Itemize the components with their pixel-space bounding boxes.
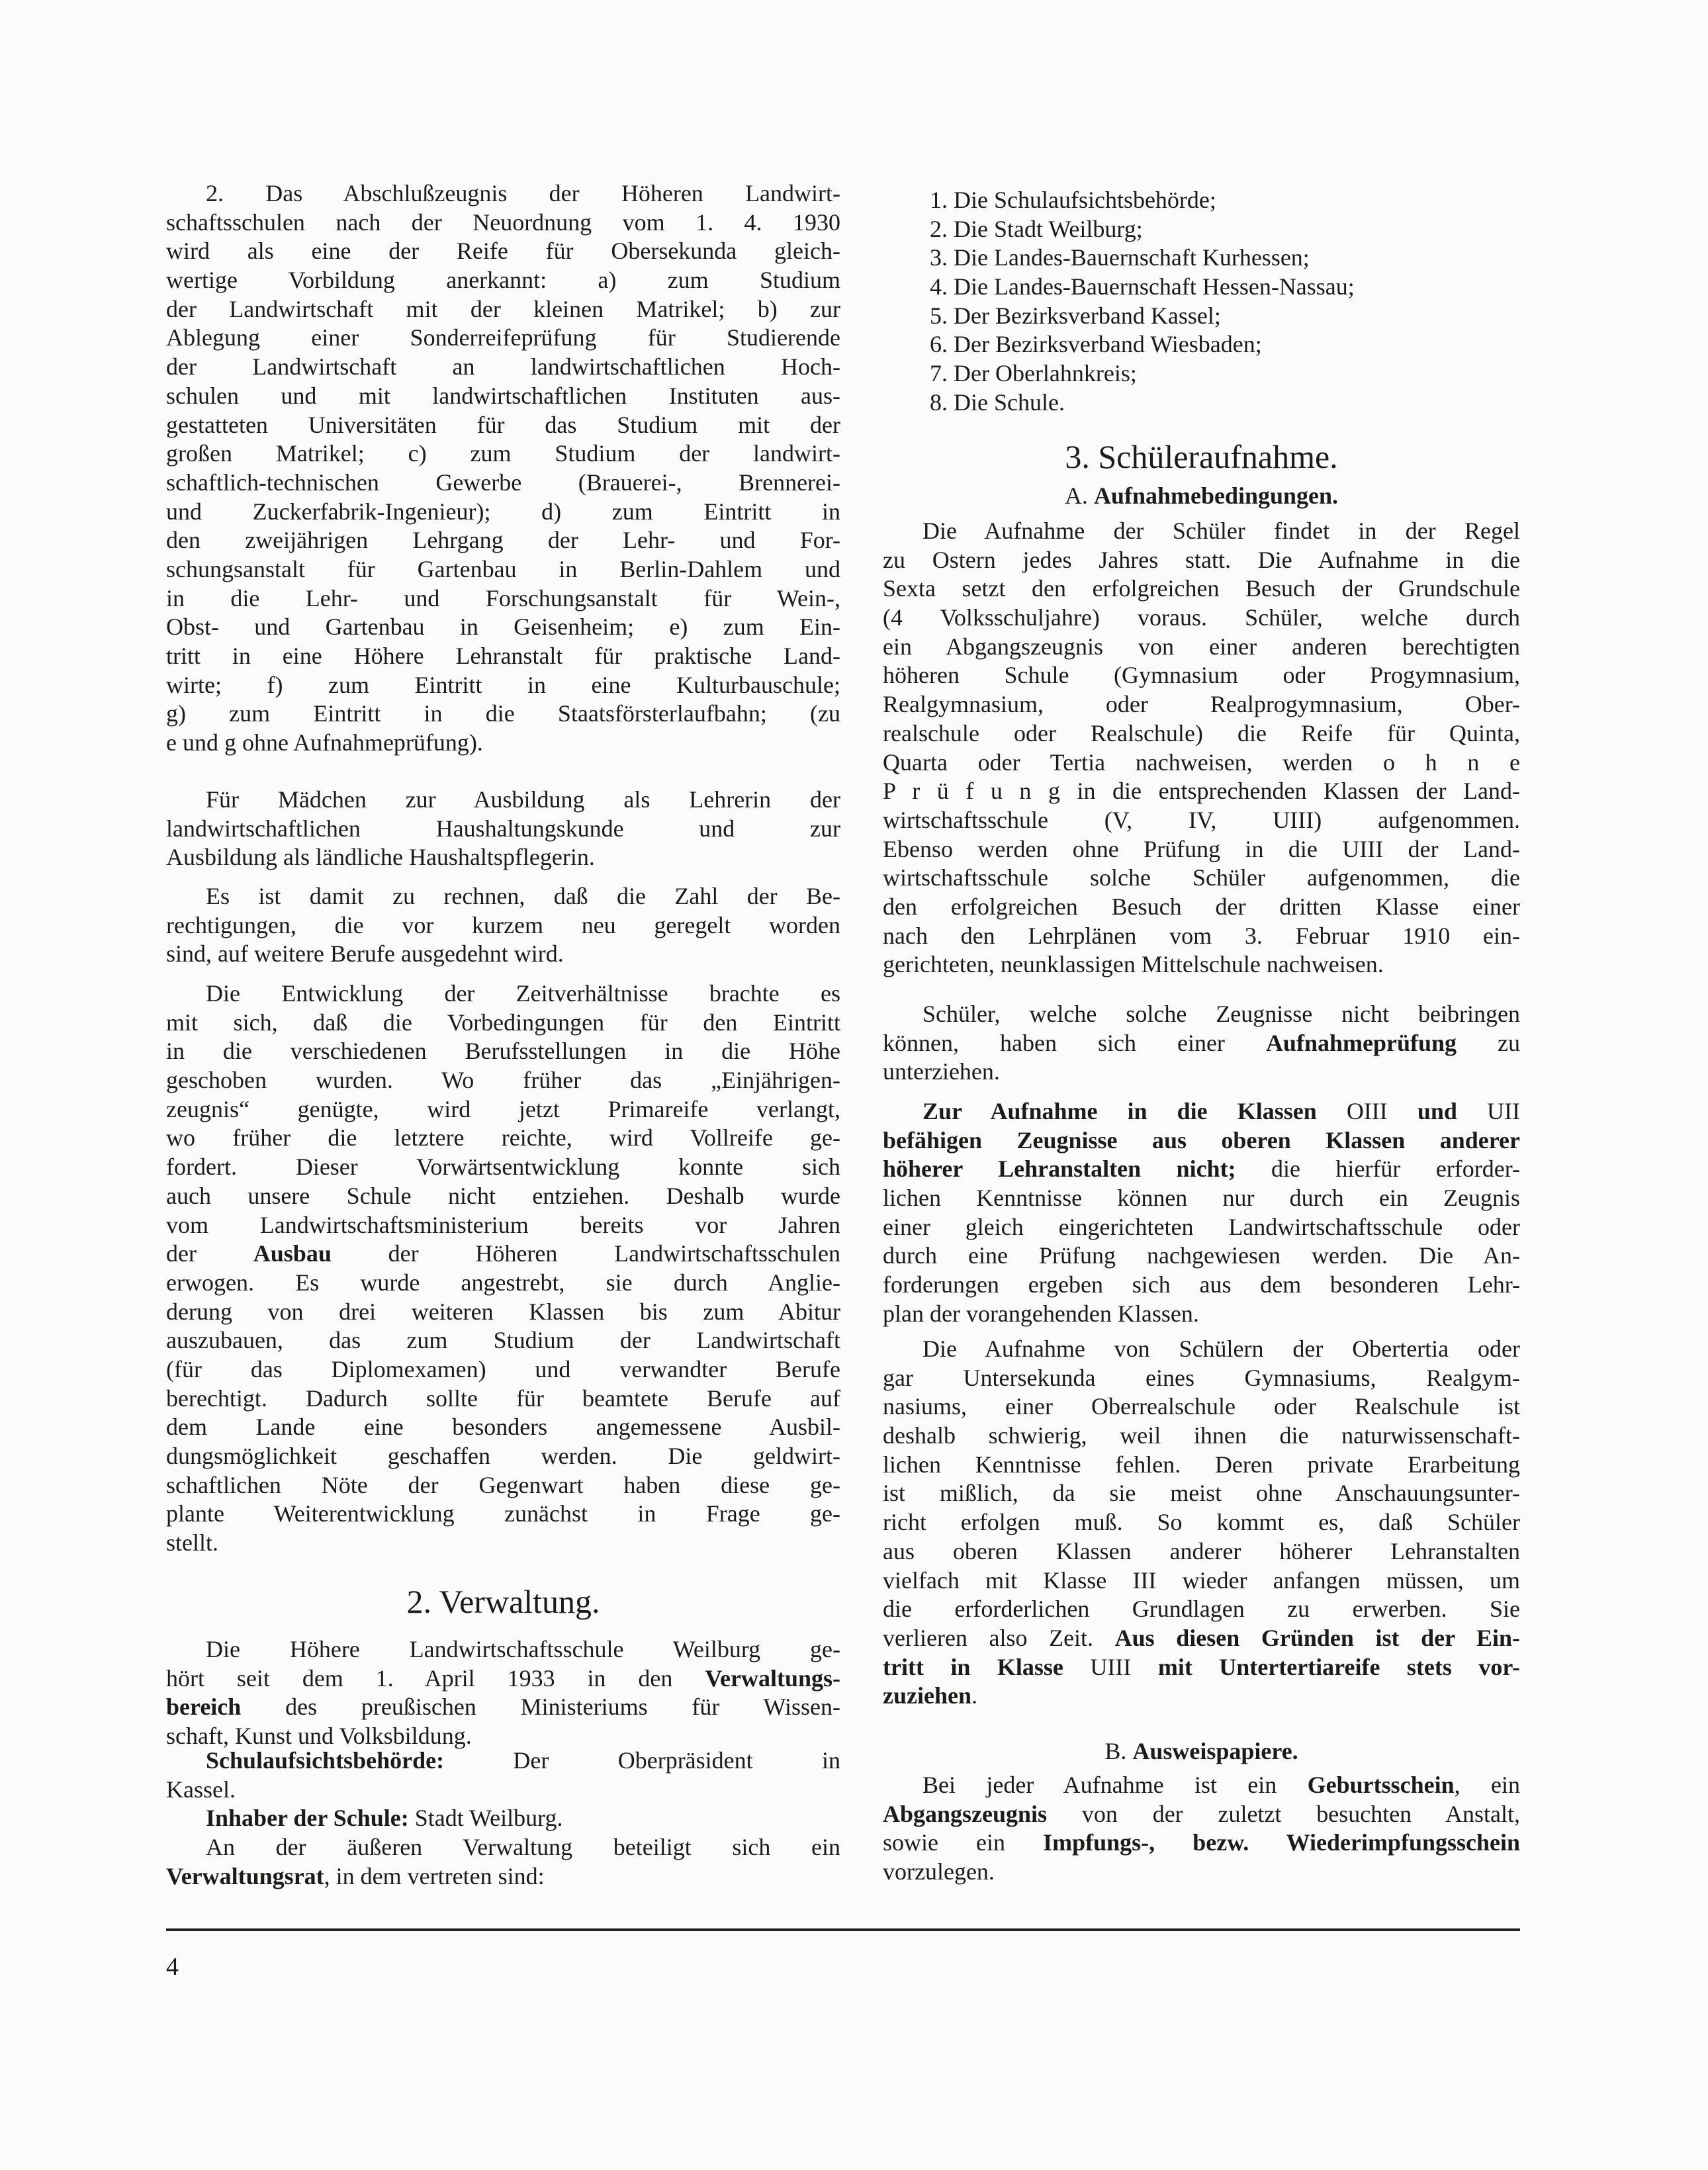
text-segment: . (971, 1682, 977, 1709)
text-line (166, 1664, 840, 1694)
text-segment: UII (1457, 1098, 1521, 1124)
bold-text: Geburtsschein (1307, 1772, 1455, 1798)
bold-text: Inhaber der Schule: (206, 1805, 409, 1831)
text-line: aus oberen Klassen anderer höherer Lehranstalten (883, 1537, 1520, 1564)
text-line: großen Matrikel; c) zum Studium der landwirt- (166, 440, 840, 467)
paragraph-berechtigungen (166, 179, 840, 758)
paragraph-inhaber (166, 1804, 840, 1833)
text-line: wirte; f) zum Eintritt in eine Kulturbauschule; (166, 671, 840, 698)
text-line: nasiums, einer Oberrealschule oder Realschule ist (883, 1393, 1520, 1420)
footer-rule (166, 1928, 1520, 1931)
subheading-letter: A. (1064, 482, 1094, 509)
text-segment: verlieren also Zeit. (883, 1624, 1115, 1651)
bold-text: Impfungs-, bezw. Wiederimpfungsschein (1043, 1829, 1521, 1856)
paragraph-zahl-berechtigungen (166, 882, 840, 969)
list-item: 4. Die Landes-Bauernschaft Hessen-Nassau; (930, 273, 1355, 300)
text-line: Ebenso werden ohne Prüfung in die UIII der Land- (883, 835, 1520, 862)
page-number: 4 (166, 1953, 179, 1981)
text-line (883, 1624, 1520, 1653)
bold-text: Aufnahmeprüfung (1265, 1029, 1457, 1056)
text-line: gestatteten Universitäten für das Studium mit der (166, 411, 840, 438)
paragraph-verwaltungsrat (166, 1833, 840, 1891)
text-line (883, 1097, 1520, 1126)
text-line: (4 Volksschuljahre) voraus. Schüler, welche durch (883, 604, 1520, 631)
text-line: fordert. Dieser Vorwärtsentwicklung konnte sich (166, 1153, 840, 1181)
bold-text: tritt in Klasse (883, 1653, 1063, 1680)
bold-text: bereich (166, 1694, 242, 1721)
text-line: Realgymnasium, oder Realprogymnasium, Ober- (883, 691, 1520, 718)
text-line: in die verschiedenen Berufsstellungen in die Höhe (166, 1038, 840, 1065)
text-line: gar Untersekunda eines Gymnasiums, Realgym- (883, 1364, 1520, 1391)
text-segment: Bei jeder Aufnahme ist ein (922, 1772, 1308, 1798)
bold-text: mit Untertertiareife stets vor- (1157, 1653, 1520, 1680)
text-line: durch eine Prüfung nachgewiesen werden. Die An- (883, 1242, 1520, 1269)
text-line: geschoben wurden. Wo früher das „Einjährigen- (166, 1067, 840, 1094)
text-line: Quarta oder Tertia nachweisen, werden o h n e (883, 748, 1520, 776)
bold-text: befähigen Zeugnisse aus oberen Klassen anderer (883, 1126, 1520, 1153)
text-segment: , in dem vertreten sind: (324, 1862, 545, 1889)
paragraph-ausweispapiere (883, 1771, 1520, 1887)
text-line: schungsanstalt für Gartenbau in Berlin-Dahlem und (166, 555, 840, 582)
text-segment: sowie ein (883, 1829, 1044, 1856)
paragraph-obertertia (883, 1335, 1520, 1711)
text-segment: UIII (1063, 1653, 1158, 1680)
text-line (883, 1029, 1520, 1058)
text-line: Schüler, welche solche Zeugnisse nicht beibringen (922, 1001, 1520, 1027)
verwaltungsrat-member-list (883, 186, 1520, 418)
text-line: der Landwirtschaft mit der kleinen Matrikel; b) zur (166, 295, 840, 322)
text-segment: des preußischen Ministeriums für Wissen- (241, 1694, 840, 1721)
text-line (883, 1155, 1520, 1184)
text-line: in die Lehr- und Forschungsanstalt für Wein-, (166, 584, 840, 611)
bold-text: zuziehen (883, 1682, 971, 1709)
text-segment: von der zuletzt besuchten Anstalt, (1047, 1800, 1520, 1827)
text-line (883, 1126, 1520, 1155)
text-line (883, 1771, 1520, 1800)
text-line: 2. Das Abschlußzeugnis der Höheren Landwirt- (206, 180, 840, 206)
paragraph-entwicklung (166, 979, 840, 1558)
text-line: rechtigungen, die vor kurzem neu geregelt worden (166, 911, 840, 938)
text-line (166, 1862, 840, 1891)
text-line: schaftlich-technischen Gewerbe (Brauerei-, Brennerei- (166, 469, 840, 496)
list-item: 1. Die Schulaufsichtsbehörde; (930, 187, 1216, 213)
text-line: wo früher die letztere reichte, wird Vollreife ge- (166, 1124, 840, 1152)
text-line: g) zum Eintritt in die Staatsförsterlaufbahn; (zu (166, 700, 840, 727)
subheading-title: Ausweispapiere. (1132, 1738, 1298, 1764)
list-item: 8. Die Schule. (930, 388, 1065, 416)
paragraph-schulaufsicht (166, 1746, 840, 1804)
text-line: Für Mädchen zur Ausbildung als Lehrerin der (206, 786, 840, 813)
text-line: P r ü f u n g in die entsprechenden Klassen der Land- (883, 778, 1520, 805)
text-line: realschule oder Realschule) die Reife für Quinta, (883, 719, 1520, 746)
text-line: mit sich, daß die Vorbedingungen für den Eintritt (166, 1009, 840, 1036)
text-line: schaft, Kunst und Volksbildung. (166, 1723, 472, 1750)
text-line: unterziehen. (883, 1058, 1000, 1085)
text-line: schaftlichen Nöte der Gegenwart haben diese ge- (166, 1471, 840, 1498)
text-line: (für das Diplomexamen) und verwandter Berufe (166, 1355, 840, 1382)
bold-text: höherer Lehranstalten nicht; (883, 1155, 1236, 1183)
text-line: den erfolgreichen Besuch der dritten Klasse einer (883, 893, 1520, 920)
bold-text: Ausbau (253, 1240, 332, 1267)
text-line: Kassel. (166, 1776, 236, 1803)
text-segment: Stadt Weilburg. (408, 1805, 563, 1831)
text-line: und Zuckerfabrik-Ingenieur); d) zum Eintritt in (166, 498, 840, 525)
text-line (166, 1240, 840, 1269)
text-line: landwirtschaftlichen Haushaltungskunde und zur (166, 815, 840, 842)
list-item: 5. Der Bezirksverband Kassel; (930, 302, 1221, 329)
text-line: lichen Kenntnisse fehlen. Deren private Erarbeitung (883, 1451, 1520, 1478)
text-line: Es ist damit zu rechnen, daß die Zahl der Be- (206, 883, 840, 909)
text-line: forderungen ergeben sich aus dem besonderen Lehr- (883, 1271, 1520, 1298)
paragraph-klassen-oiii-uii (883, 1097, 1520, 1329)
subheading-title: Aufnahmebedingungen. (1093, 482, 1339, 509)
text-line: wirtschaftsschule (V, IV, UIII) aufgenommen. (883, 806, 1520, 833)
text-segment: der (166, 1240, 253, 1267)
text-line (166, 1693, 840, 1722)
text-line (166, 1746, 840, 1776)
list-item: 6. Der Bezirksverband Wiesbaden; (930, 331, 1262, 358)
bold-text: Zur Aufnahme in die Klassen (922, 1098, 1317, 1124)
text-line: vielfach mit Klasse III wieder anfangen müssen, um (883, 1566, 1520, 1594)
text-line: dem Lande eine besonders angemessene Ausbil- (166, 1414, 840, 1441)
text-line: einer gleich eingerichteten Landwirtschaftsschule oder (883, 1213, 1520, 1240)
text-line: Ausbildung als ländliche Haushaltspflegerin. (166, 844, 595, 871)
text-line: schulen und mit landwirtschaftlichen Instituten aus- (166, 382, 840, 409)
text-line: deshalb schwierig, weil ihnen die naturwissenschaft- (883, 1422, 1520, 1449)
text-line: vorzulegen. (883, 1858, 995, 1885)
text-segment: hört seit dem 1. April 1933 in den (166, 1664, 705, 1692)
text-line: ein Abgangszeugnis von einer anderen berechtigten (883, 633, 1520, 660)
heading-schueleraufnahme: 3. Schüleraufnahme. (1065, 438, 1338, 475)
text-segment: , ein (1454, 1772, 1520, 1798)
text-line: sind, auf weitere Berufe ausgedehnt wird. (166, 940, 564, 968)
bold-text: Verwaltungs- (705, 1664, 840, 1692)
text-line: nach den Lehrplänen vom 3. Februar 1910 ein- (883, 922, 1520, 949)
paragraph-aufnahme-regel (883, 517, 1520, 979)
text-line: richt erfolgen muß. So kommt es, daß Schüler (883, 1509, 1520, 1536)
text-line: e und g ohne Aufnahmeprüfung). (166, 729, 483, 756)
subheading-ausweispapiere (883, 1737, 1520, 1766)
text-line: Ablegung einer Sonderreifeprüfung für Studierende (166, 324, 840, 351)
text-line (166, 1804, 840, 1833)
text-line: tritt in eine Höhere Lehranstalt für praktische Land- (166, 643, 840, 669)
text-line: Die Aufnahme von Schülern der Obertertia oder (922, 1335, 1520, 1362)
text-line: ist mißlich, da sie meist ohne Anschauungsunter- (883, 1480, 1520, 1507)
text-line: berechtigt. Dadurch sollte für beamtete Berufe auf (166, 1384, 840, 1412)
text-line: wertige Vorbildung anerkannt: a) zum Studium (166, 267, 840, 294)
list-item: 2. Die Stadt Weilburg; (930, 215, 1143, 242)
text-line: die erforderlichen Grundlagen zu erwerben. Sie (883, 1596, 1520, 1623)
bold-text: Verwaltungsrat (166, 1862, 324, 1889)
text-line: auszubauen, das zum Studium der Landwirtschaft (166, 1327, 840, 1354)
text-line: der Landwirtschaft an landwirtschaftlichen Hoch- (166, 353, 840, 381)
heading-verwaltung: 2. Verwaltung. (406, 1583, 600, 1620)
text-line: stellt. (166, 1529, 218, 1557)
text-line: wird als eine der Reife für Obersekunda gleich- (166, 238, 840, 265)
text-line: vom Landwirtschaftsministerium bereits vor Jahren (166, 1211, 840, 1238)
bold-text: Schulaufsichtsbehörde: (206, 1747, 445, 1774)
text-line (883, 1653, 1520, 1682)
text-line: derung von drei weiteren Klassen bis zum Abitur (166, 1298, 840, 1325)
text-line: höheren Schule (Gymnasium oder Progymnasium, (883, 662, 1520, 689)
text-line: Die Entwicklung der Zeitverhältnisse brachte es (206, 980, 840, 1007)
paragraph-aufnahmepruefung (883, 1000, 1520, 1087)
text-line: lichen Kenntnisse können nur durch ein Zeugnis (883, 1185, 1520, 1212)
bold-text: und (1417, 1098, 1457, 1124)
text-segment: können, haben sich einer (883, 1029, 1266, 1056)
text-line: dungsmöglichkeit geschaffen werden. Die geldwirt- (166, 1443, 840, 1469)
bold-text: Aus diesen Gründen ist der Ein- (1114, 1624, 1520, 1651)
paragraph-maedchen (166, 786, 840, 872)
text-line: gerichteten, neunklassigen Mittelschule nachweisen. (883, 951, 1384, 978)
text-line: zu Ostern jedes Jahres statt. Die Aufnahme in die (883, 546, 1520, 573)
text-line (883, 1682, 1520, 1711)
text-line: Die Aufnahme der Schüler findet in der Regel (922, 518, 1520, 544)
text-line: wirtschaftsschule solche Schüler aufgenommen, die (883, 864, 1520, 891)
text-line: Sexta setzt den erfolgreichen Besuch der Grundschule (883, 575, 1520, 602)
text-line (883, 1829, 1520, 1858)
text-line: schaftsschulen nach der Neuordnung vom 1. 4. 1930 (166, 208, 840, 236)
text-line: den zweijährigen Lehrgang der Lehr- und For- (166, 527, 840, 554)
text-line: plante Weiterentwicklung zunächst in Frage ge- (166, 1500, 840, 1527)
text-segment: Der Oberpräsident in (444, 1747, 840, 1774)
text-line: zeugnis“ genügte, wird jetzt Primareife verlangt, (166, 1095, 840, 1122)
text-line: plan der vorangehenden Klassen. (883, 1300, 1199, 1327)
text-segment: der Höheren Landwirtschaftsschulen (331, 1240, 841, 1267)
subheading-letter: B. (1104, 1738, 1133, 1764)
bold-text: Abgangszeugnis (883, 1800, 1048, 1827)
list-item: 7. Der Oberlahnkreis; (930, 360, 1137, 387)
text-line: auch unsere Schule nicht entziehen. Deshalb wurde (166, 1182, 840, 1209)
subheading-aufnahmebedingungen (883, 481, 1520, 510)
text-line: Obst- und Gartenbau in Geisenheim; e) zum Ein- (166, 613, 840, 641)
list-item: 3. Die Landes-Bauernschaft Kurhessen; (930, 244, 1310, 271)
text-line: erwogen. Es wurde angestrebt, sie durch Anglie- (166, 1269, 840, 1296)
text-line: An der äußeren Verwaltung beteiligt sich ein (206, 1834, 840, 1860)
text-line (883, 1800, 1520, 1829)
text-segment: zu (1457, 1029, 1521, 1056)
text-segment: OIII (1316, 1098, 1417, 1124)
text-segment: die hierfür erforder- (1236, 1155, 1521, 1183)
paragraph-verwaltungsbereich (166, 1635, 840, 1751)
text-line: Die Höhere Landwirtschaftsschule Weilburg ge- (206, 1636, 840, 1662)
